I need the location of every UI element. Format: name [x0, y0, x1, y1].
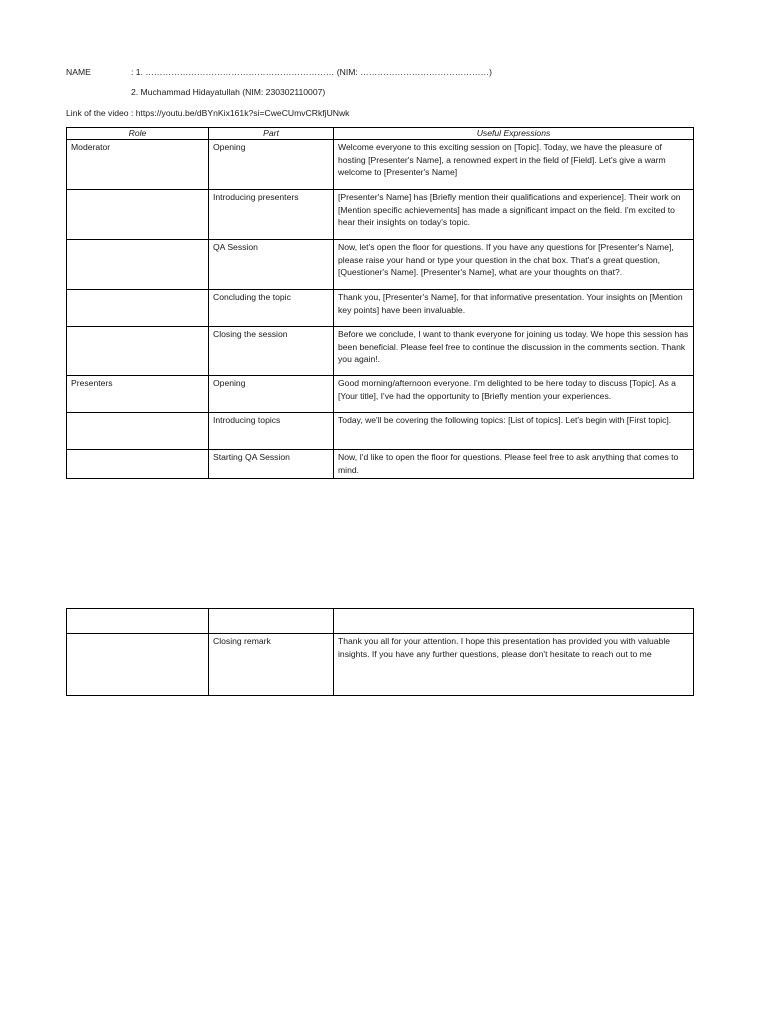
expressions-table-continued	[66, 608, 694, 696]
table-row	[67, 327, 694, 376]
part-cell: Starting QA Session	[209, 450, 334, 479]
video-link: Link of the video : https://youtu.be/dBYnKix161k?si=CweCUmvCRkfjUNwk	[66, 108, 350, 118]
expression-cell: Thank you all for your attention. I hope this presentation has provided you with valuable insights. If you have any further questions, please don't hesitate to reach out to me	[334, 634, 694, 696]
expression-cell: Now, I'd like to open the floor for questions. Please feel free to ask anything that comes to mind.	[334, 450, 694, 479]
name-label: NAME	[66, 67, 91, 77]
expression-cell: Good morning/afternoon everyone. I'm delighted to be here today to discuss [Topic]. As a [Your title], I've had the opportunity to [Briefly mention your experiences.	[334, 376, 694, 413]
role-cell	[67, 190, 209, 240]
header-useful-expressions: Useful Expressions	[334, 128, 694, 140]
role-cell	[67, 450, 209, 479]
role-cell	[67, 290, 209, 327]
table-row	[67, 376, 694, 413]
expression-cell: Now, let's open the floor for questions. If you have any questions for [Presenter's Name], please raise your hand or type your question in the chat box. That's a great question, [Questioner's Name]. [Presenter's Name], what are your thoughts on that?.	[334, 240, 694, 290]
part-cell: Concluding the topic	[209, 290, 334, 327]
expression-cell: Welcome everyone to this exciting session on [Topic]. Today, we have the pleasure of hosting [Presenter's Name], a renowned expert in the field of [Field]. Let's give a warm welcome to [Presenter's Name]	[334, 140, 694, 190]
table-header-row	[67, 128, 694, 140]
table-row	[67, 609, 694, 634]
header-part: Part	[209, 128, 334, 140]
member-2: 2. Muchammad Hidayatullah (NIM: 230302110007)	[131, 87, 326, 97]
part-cell: QA Session	[209, 240, 334, 290]
table-row	[67, 413, 694, 450]
table-row	[67, 190, 694, 240]
member-1: : 1. ………………………………………………………… (NIM: ………………………………………)	[131, 67, 492, 77]
table-row	[67, 634, 694, 696]
part-cell: Introducing presenters	[209, 190, 334, 240]
table-row	[67, 140, 694, 190]
role-cell	[67, 240, 209, 290]
table-row	[67, 290, 694, 327]
expression-cell: [Presenter's Name] has [Briefly mention their qualifications and experience]. Their work on [Mention specific achievements] has made a significant impact on the field. I'm excited to hear their insights on today's topic.	[334, 190, 694, 240]
role-cell	[67, 634, 209, 696]
part-cell: Opening	[209, 376, 334, 413]
expression-cell: Before we conclude, I want to thank everyone for joining us today. We hope this session has been beneficial. Please feel free to continue the discussion in the comments section. Thank you again!.	[334, 327, 694, 376]
expression-cell: Today, we'll be covering the following topics: [List of topics]. Let's begin with [First topic].	[334, 413, 694, 450]
part-cell: Closing remark	[209, 634, 334, 696]
table-row	[67, 450, 694, 479]
expressions-table	[66, 127, 694, 479]
role-cell	[67, 609, 209, 634]
part-cell: Closing the session	[209, 327, 334, 376]
expression-cell: Thank you, [Presenter's Name], for that informative presentation. Your insights on [Mention key points] have been invaluable.	[334, 290, 694, 327]
part-cell	[209, 609, 334, 634]
role-cell	[67, 327, 209, 376]
role-cell: Presenters	[67, 376, 209, 413]
expression-cell	[334, 609, 694, 634]
header-role: Role	[67, 128, 209, 140]
part-cell: Introducing topics	[209, 413, 334, 450]
table-row	[67, 240, 694, 290]
role-cell	[67, 413, 209, 450]
part-cell: Opening	[209, 140, 334, 190]
role-cell: Moderator	[67, 140, 209, 190]
